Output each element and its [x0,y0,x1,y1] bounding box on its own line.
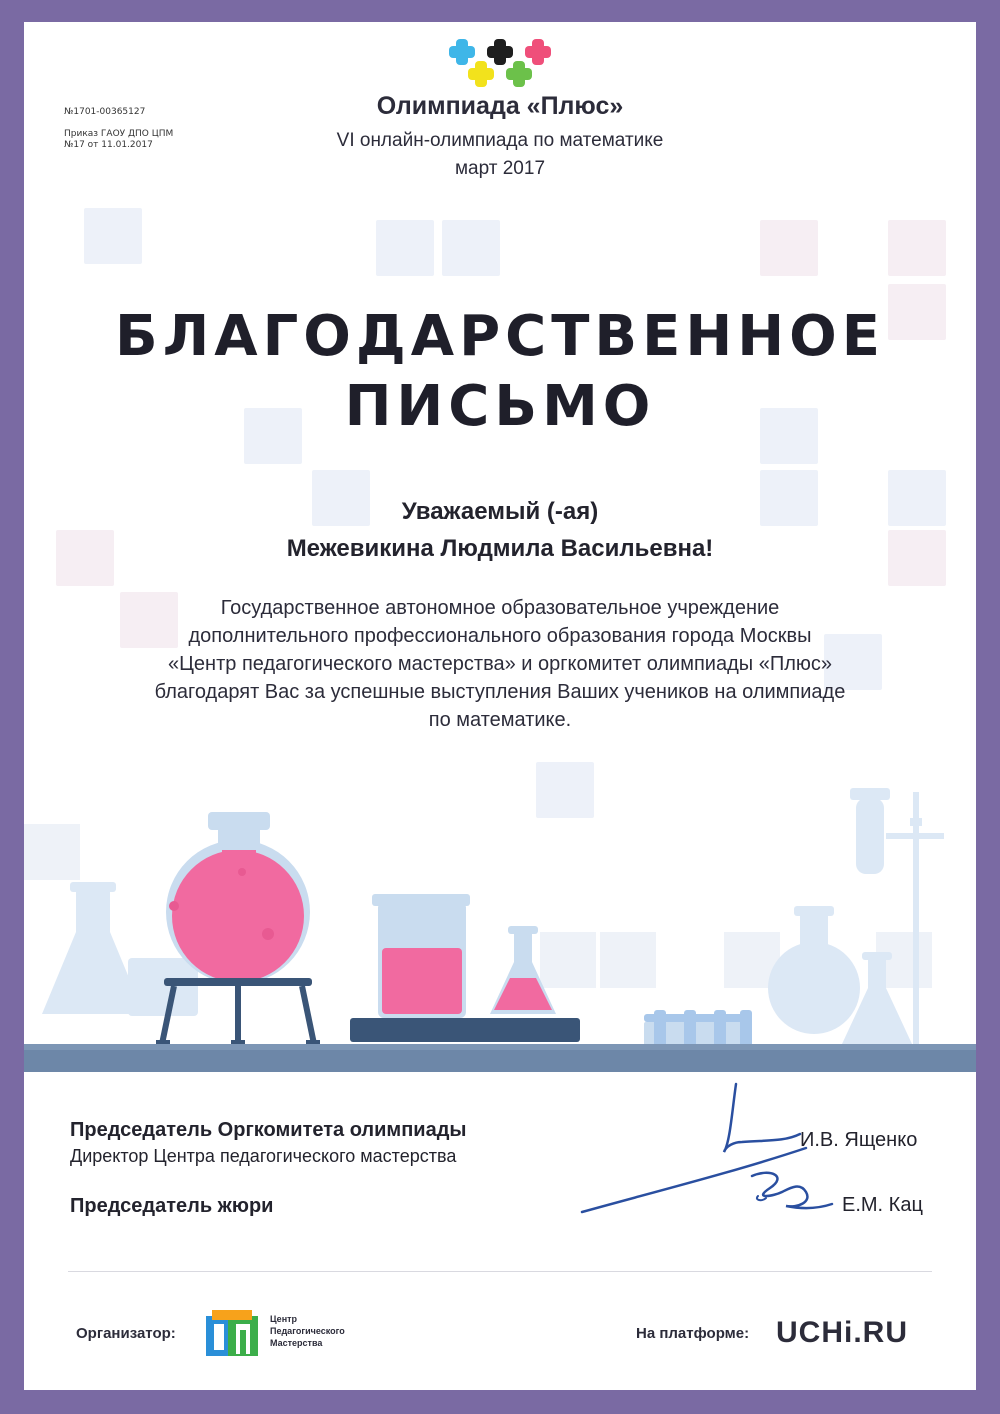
order-line: Приказ ГАОУ ДПО ЦПМ [64,129,174,139]
salutation: Уважаемый (-ая) [401,498,599,525]
organizer-label: Организатор: [76,1325,176,1342]
chair-position: Директор Центра педагогического мастерства [70,1146,457,1166]
background-square [376,220,434,276]
olympiad-date: март 2017 [454,158,546,179]
laboratory-illustration [24,782,976,1072]
organizer-name-line: Центр [270,1314,298,1324]
chair-name: И.В. Ященко [800,1129,918,1151]
footer-divider [68,1271,932,1272]
letter-body: Государственное автономное образовательное учреждение дополнительного профессионального образования города Москвы «Центр педагогического мастерства» и оргкомитет олимпиады «Плюс» благодарят Вас за успешные выступления Ваших учеников на олимпиаде по математике. [154,597,846,731]
organizer-name-line: Мастерства [270,1338,323,1348]
background-square [888,220,946,276]
cpm-logo-icon [204,1306,260,1358]
logo-plus-mark [468,61,494,87]
platform-label: На платформе: [636,1325,750,1342]
background-square [84,208,142,264]
olympiad-title: Олимпиада «Плюс» [376,92,624,120]
olympiad-plus-logo [448,38,552,94]
jury-title: Председатель жюри [70,1195,274,1217]
logo-plus-mark [506,61,532,87]
jury-name: Е.М. Кац [842,1194,923,1216]
document-title-line1: БЛАГОДАРСТВЕННОЕ [115,304,885,369]
logo-plus-mark [487,39,513,65]
organizer-name [270,1313,390,1349]
background-square [760,220,818,276]
logo-plus-mark [449,39,475,65]
organizer-name-line: Педагогического [270,1326,345,1336]
platform-logo: UCHi.RU [776,1316,908,1349]
certificate-page [24,22,976,1390]
recipient-name: Межевикина Людмила Васильевна! [286,535,714,562]
registration-number: №1701-00365127 [64,107,146,117]
document-title-line2: ПИСЬМО [344,374,656,439]
background-square [442,220,500,276]
logo-plus-mark [525,39,551,65]
olympiad-subtitle: VI онлайн-олимпиада по математике [336,130,664,151]
order-line: №17 от 11.01.2017 [64,140,153,150]
chair-title: Председатель Оргкомитета олимпиады [70,1119,467,1141]
